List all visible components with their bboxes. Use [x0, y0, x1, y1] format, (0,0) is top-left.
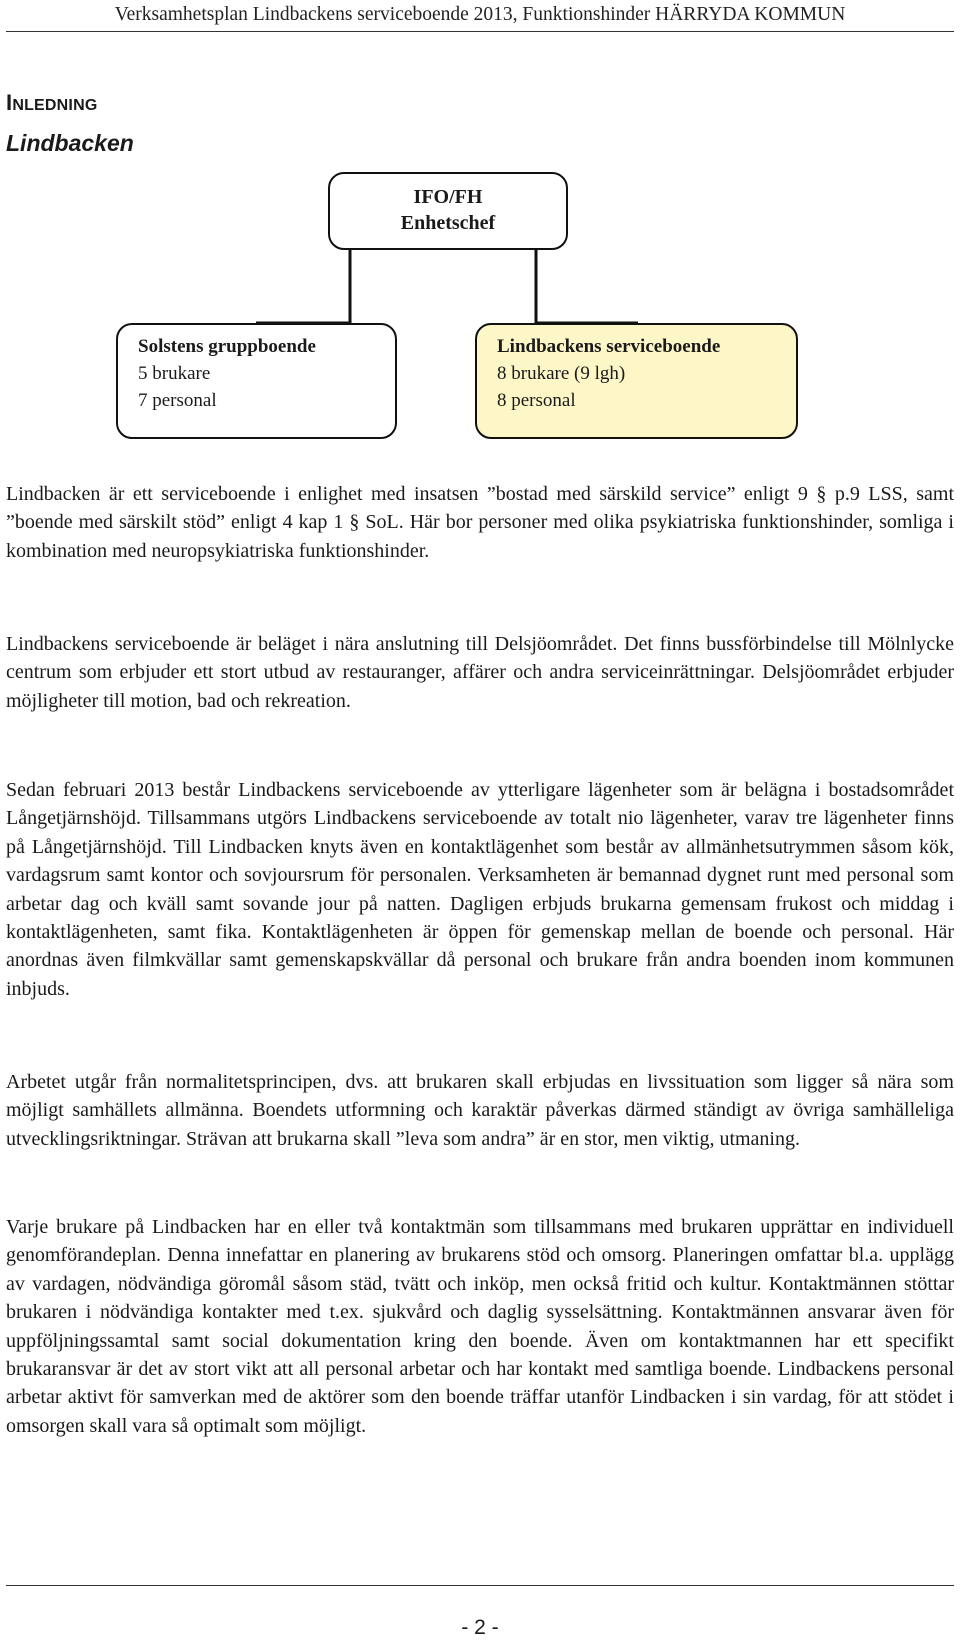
org-box-enhetschef: [328, 172, 568, 250]
paragraph: Varje brukare på Lindbacken har en eller två kontaktmän som tillsammans med brukaren upprättar en individuell genomförandeplan. Denna innefattar en planering av brukarens stöd och omsorg. Planeringen omfattar bl.a. upplägg av vardagen, nödvändiga göromål såsom städ, tvätt och inköp, men också fritid och kultur. Kontaktmännen stöttar brukaren i nödvändiga kontakter med t.ex. sjukvård och daglig sysselsättning. Kontaktmännen ansvarar även för uppföljningssamtal samt social dokumentation kring den boende. Även om kontaktmannen har ett specifikt brukaransvar är det av stort vikt att all personal arbetar och har kontakt med samtliga boende. Lindbackens personal arbetar aktivt för samverkan med de aktörer som den boende träffar utanför Lindbacken i sin vardag, för att stödet i omsorgen skall vara så optimalt som möjligt.: [6, 1216, 954, 1437]
footer-divider: [6, 1585, 954, 1586]
paragraph: Sedan februari 2013 består Lindbackens serviceboende av ytterligare lägenheter som är belägna i bostadsområdet Långetjärnshöjd. Tillsammans utgörs Lindbackens serviceboende av totalt nio lägenheter, varav tre lägenheter finns på Långetjärnshöjd. Till Lindbacken knyts även en kontaktlägenhet som består av allmänhetsutrymmen såsom kök, vardagsrum samt kontor och sovjoursrum för personalen. Verksamheten är bemannad dygnet runt med personal som arbetar dag och kväll samt sovande jour på natten. Dagligen erbjuds brukarna gemensam frukost och middag i kontaktlägenheten, samt fika. Kontaktlägenheten är öppen för gemenskap mellan de boende och personal. Här anordnas även filmkvällar samt gemenskapskvällar då personal och brukare från andra boenden inom kommunen inbjuds.: [6, 779, 954, 1000]
org-box-solstens-name: Solstens gruppboende: [138, 336, 316, 357]
org-box-enhetschef-line1: IFO/FH: [413, 186, 483, 208]
org-box-solstens-personal: 7 personal: [138, 390, 217, 411]
section-title-rest: NLEDNING: [12, 97, 98, 114]
header-divider: [6, 31, 954, 32]
page-number: - 2 -: [461, 1616, 499, 1639]
org-box-enhetschef-line2: Enhetschef: [400, 212, 496, 234]
org-box-solstens-brukare: 5 brukare: [138, 363, 211, 384]
running-header: Verksamhetsplan Lindbackens serviceboende 2013, Funktionshinder HÄRRYDA KOMMUN: [114, 4, 846, 25]
paragraph: Lindbackens serviceboende är beläget i nära anslutning till Delsjöområdet. Det finns bussförbindelse till Mölnlycke centrum som erbjuder ett stort utbud av restauranger, affärer och andra serviceinrättningar. Delsjöområdet erbjuder möjligheter till motion, bad och rekreation.: [6, 633, 954, 712]
org-box-solstens: [116, 323, 397, 439]
org-box-lindbackens: [475, 323, 798, 439]
paragraph: Lindbacken är ett serviceboende i enlighet med insatsen ”bostad med särskild service” enligt 9 § p.9 LSS, samt ”boende med särskilt stöd” enligt 4 kap 1 § SoL. Här bor personer med olika psykiatriska funktionshinder, somliga i kombination med neuropsykiatriska funktionshinder.: [6, 483, 954, 562]
org-box-lindbackens-personal: 8 personal: [497, 390, 576, 411]
section-title: [6, 90, 97, 116]
org-box-lindbackens-name: Lindbackens serviceboende: [497, 336, 721, 357]
section-title-initial: I: [6, 90, 13, 115]
paragraph: Arbetet utgår från normalitetsprincipen, dvs. att brukaren skall erbjudas en livssituation som ligger så nära som möjligt samhällets allmänna. Boendets utformning och karaktär påverkas därmed ständigt av övriga samhälleliga utvecklingsriktningar. Strävan att brukarna skall ”leva som andra” är en stor, men viktig, utmaning.: [6, 1071, 954, 1150]
org-box-lindbackens-brukare: 8 brukare (9 lgh): [497, 363, 626, 384]
section-subtitle: Lindbacken: [6, 130, 134, 156]
